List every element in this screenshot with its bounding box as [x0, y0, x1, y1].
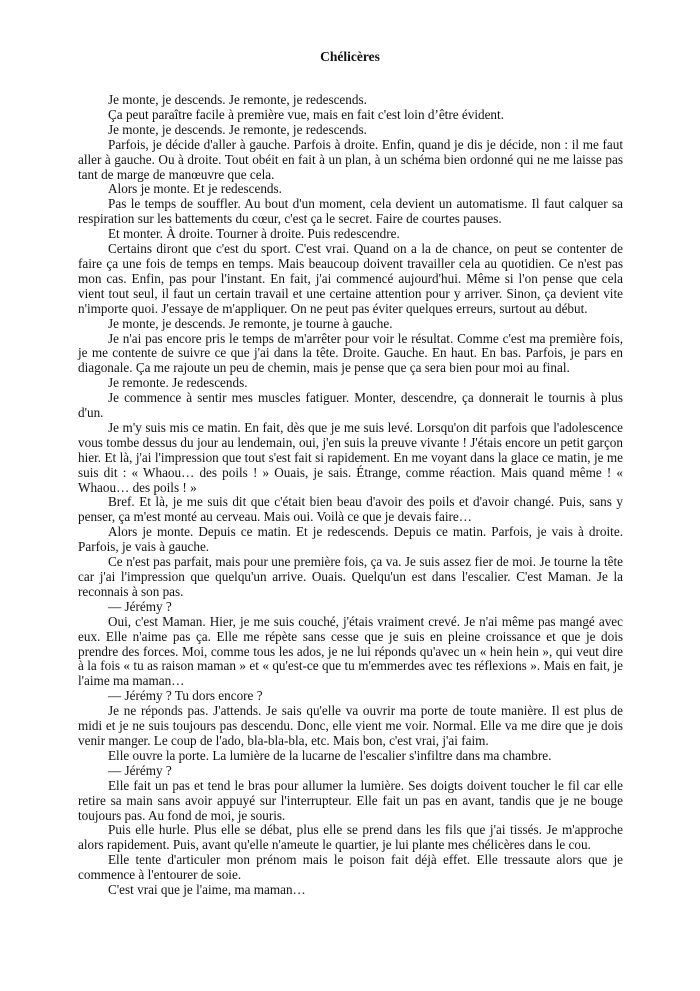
paragraph: Pas le temps de souffler. Au bout d'un moment, cela devient un automatisme. Il faut calquer sa respiration sur les battements du cœur, c'est ça le secret. Faire de courtes pauses.: [78, 196, 623, 227]
paragraph: Je monte, je descends. Je remonte, je tourne à gauche.: [108, 315, 393, 331]
paragraph: Je ne réponds pas. J'attends. Je sais qu'elle va ouvrir ma porte de toute manière. Il est plus de midi et je ne suis toujours pas descendu. Donc, elle vient me voir. Normal. Elle va me dire que je dois venir manger. Le coup de l'ado, bla-bla-bla, etc. Mais bon, c'est vrai, j'ai faim.: [78, 703, 623, 748]
paragraph: Ça peut paraître facile à première vue, mais en fait c'est loin d’être évident.: [108, 106, 504, 122]
paragraph: — Jérémy ? Tu dors encore ?: [108, 688, 263, 704]
paragraph: Bref. Et là, je me suis dit que c'était bien beau d'avoir des poils et d'avoir changé. Puis, sans y penser, ça m'est monté au cerveau. Mais oui. Voilà ce que je devais faire…: [78, 494, 623, 525]
paragraph: C'est vrai que je l'aime, ma maman…: [108, 882, 306, 898]
paragraph: Parfois, je décide d'aller à gauche. Parfois à droite. Enfin, quand je dis je décide, non : il me faut aller à gauche. Ou à droite. Tout obéit en fait à un plan, à un schéma bien ordonné qui ne me laisse pas tant de marge de manœuvre que cela.: [78, 136, 623, 182]
paragraph: Je monte, je descends. Je remonte, je redescends.: [108, 121, 367, 137]
paragraph: — Jérémy ?: [108, 598, 172, 614]
paragraph: Je monte, je descends. Je remonte, je redescends.: [108, 92, 367, 107]
paragraph: Alors je monte. Et je redescends.: [108, 181, 282, 197]
paragraph: Oui, c'est Maman. Hier, je me suis couché, j'étais vraiment crevé. Je n'ai même pas mangé avec eux. Elle n'aime pas ça. Elle me répète sans cesse que je suis en pleine croissance et que je dois prendre des forces. Moi, comme tous les ados, je ne lui réponds qu'avec un « hein hein », qui veut dire à la fois « tu as raison maman » et « qu'est-ce que tu m'emmerdes avec tes réflexions ». Mais en fait, je l'aime ma maman…: [78, 613, 623, 689]
paragraph: Certains diront que c'est du sport. C'est vrai. Quand on a la de chance, on peut se contenter de faire ça une fois de temps en temps. Mais beaucoup doivent travailler cela au quotidien. Ce n'est pas mon cas. Enfin, pas pour l'instant. En fait, j'ai commencé aujourd'hui. Même si l'on pense que cela vient tout seul, il faut un certain travail et une certaine attention pour y arriver. Sinon, ça devient vite n'importe quoi. J'essaye de m'appliquer. On ne peut pas éviter quelques erreurs, surtout au début.: [78, 241, 623, 316]
paragraph: Je remonte. Je redescends.: [108, 375, 248, 391]
paragraph: Je commence à sentir mes muscles fatiguer. Monter, descendre, ça donnerait le tournis à plus d'un.: [78, 390, 623, 421]
paragraph: Ce n'est pas parfait, mais pour une première fois, ça va. Je suis assez fier de moi. Je tourne la tête car j'ai l'impression que quelqu'un arrive. Ouais. Quelqu'un est dans l'escalier. C'est Maman. Je la reconnais à son pas.: [78, 554, 623, 599]
document-body: [78, 93, 623, 898]
paragraph: Je n'ai pas encore pris le temps de m'arrêter pour voir le résultat. Comme c'est ma première fois, je me contente de suivre ce que j'ai dans la tête. Droite. Gauche. En haut. En bas. Parfois, je pars en diagonale. Ça me rajoute un peu de chemin, mais je pense que ça sera bien pour moi au final.: [78, 330, 623, 376]
paragraph: Puis elle hurle. Plus elle se débat, plus elle se prend dans les fils que j'ai tissés. Je m'approche alors rapidement. Puis, avant qu'elle n'ameute le quartier, je lui plante mes chélicères dans le cou.: [78, 822, 623, 853]
paragraph: Alors je monte. Depuis ce matin. Et je redescends. Depuis ce matin. Parfois, je vais à droite. Parfois, je vais à gauche.: [78, 524, 623, 555]
paragraph: Et monter. À droite. Tourner à droite. Puis redescendre.: [108, 226, 400, 242]
paragraph: Elle ouvre la porte. La lumière de la lucarne de l'escalier s'infiltre dans ma chambre.: [108, 747, 552, 763]
paragraph: Elle tente d'articuler mon prénom mais le poison fait déjà effet. Elle tressaute alors que je commence à l'entourer de soie.: [78, 852, 623, 883]
paragraph: Je m'y suis mis ce matin. En fait, dès que je me suis levé. Lorsqu'on dit parfois que l'adolescence vous tombe dessus du jour au lendemain, oui, j'en suis la preuve vivante ! J'étais encore un petit garçon hier. Et là, j'ai l'impression que tout s'est fait si rapidement. En me voyant dans la glace ce matin, je me suis dit : « Whaou… des poils ! » Ouais, je sais. Étrange, comme réaction. Mais quand même ! « Whaou… des poils ! »: [78, 419, 623, 495]
paragraph: Elle fait un pas et tend le bras pour allumer la lumière. Ses doigts doivent toucher le fil car elle retire sa main sans avoir appuyé sur l'interrupteur. Elle fait un pas en avant, tandis que je ne bouge toujours pas. Au fond de moi, je souris.: [78, 777, 623, 823]
document-title: Chélicères: [320, 49, 380, 64]
paragraph: — Jérémy ?: [108, 762, 172, 778]
